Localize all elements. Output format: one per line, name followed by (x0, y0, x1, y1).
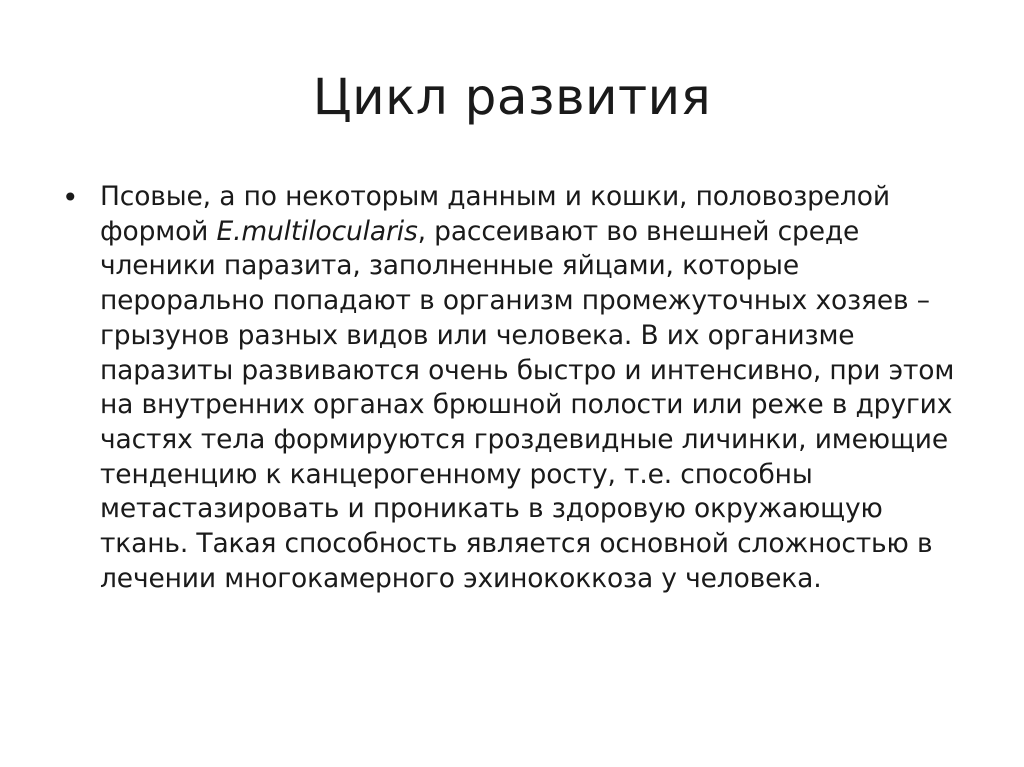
bullet-text (100, 180, 962, 596)
bullet-item (62, 180, 962, 596)
bullet-text-part: , рассеивают во внешней среде членики паразита, заполненные яйцами, которые перорально попадают в организм промежуточных хозяев – грызунов разных видов или человека. В их организме паразиты развиваются очень быстро и интенсивно, при этом на внутренних органах брюшной полости или реже в других частях тела формируются гроздевидные личинки, имеющие тенденцию к канцерогенному росту, т.е. способны метастазировать и проникать в здоровую окружающую ткань. Такая способность является основной сложностью в лечении многокамерного эхинококкоза у человека. (100, 215, 955, 594)
slide-title: Цикл развития (312, 68, 712, 126)
bullet-marker: • (62, 181, 79, 214)
species-name-italic: E.multilocularis (216, 215, 418, 247)
bullet-list (62, 180, 962, 596)
bullet-text-part: Псовые, а по некоторым данным и кошки, половозрелой формой (100, 181, 890, 247)
